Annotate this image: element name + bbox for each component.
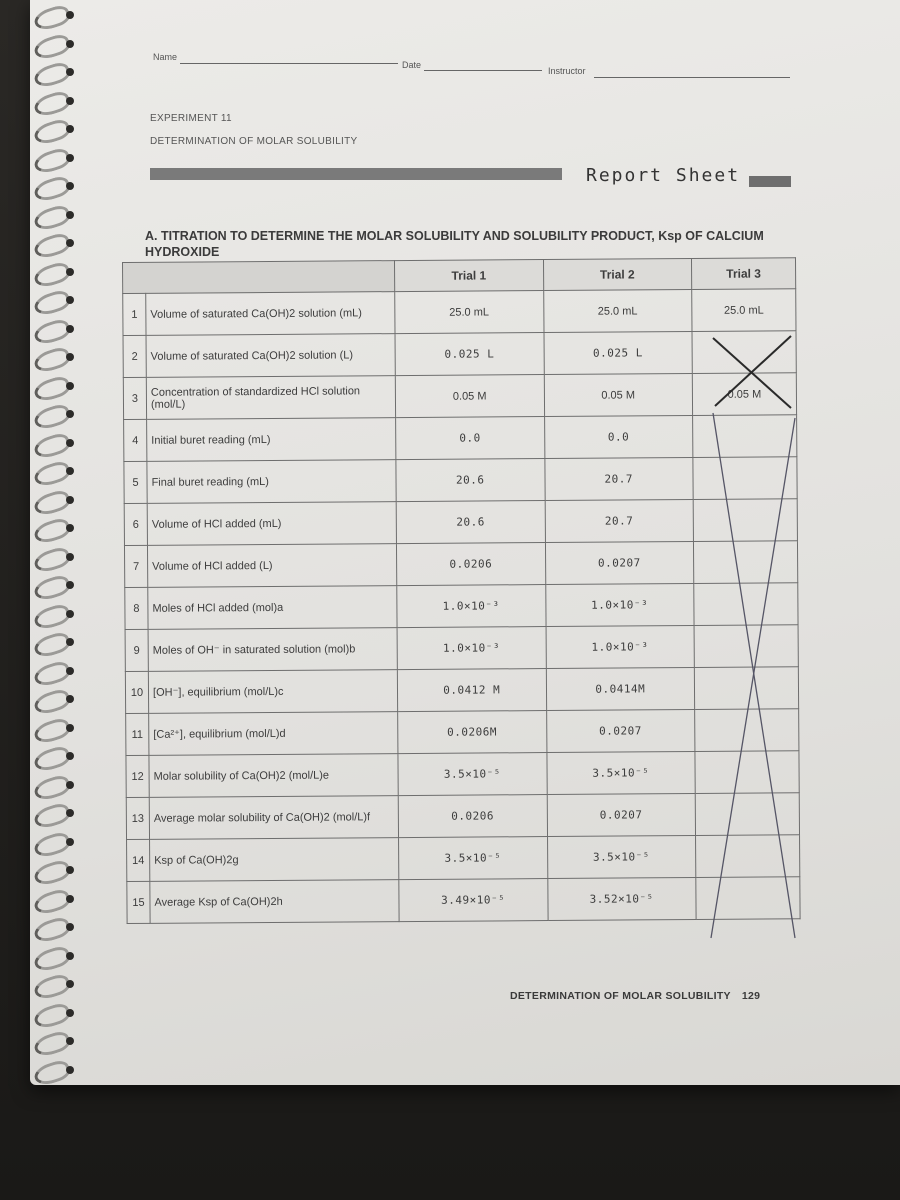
punch-hole (66, 752, 74, 760)
spiral-ring (32, 801, 72, 831)
table-row (124, 457, 797, 504)
trial-1-value: 0.0206 (396, 543, 545, 586)
trial-2-value: 0.025 L (544, 332, 693, 375)
trial-3-value (695, 751, 799, 794)
row-label: Average molar solubility of Ca(OH)2 (mol/L)f (149, 796, 398, 840)
spiral-ring (32, 915, 72, 945)
spiral-ring (32, 744, 72, 774)
punch-hole (66, 809, 74, 817)
table-row (127, 835, 800, 882)
date-label: Date (402, 60, 422, 70)
row-label: Volume of saturated Ca(OH)2 solution (mL) (146, 292, 395, 336)
punch-hole (66, 40, 74, 48)
trial-3-value (696, 835, 800, 878)
row-label: Average Ksp of Ca(OH)2h (150, 880, 399, 924)
row-number: 5 (124, 461, 147, 503)
table-row (124, 541, 797, 588)
row-number: 12 (126, 755, 149, 797)
table-row (126, 793, 799, 840)
spiral-ring (32, 573, 72, 603)
row-label: Ksp of Ca(OH)2g (150, 838, 399, 882)
punch-hole (66, 268, 74, 276)
trial-1-value: 20.6 (396, 459, 545, 502)
report-sheet-heading: Report Sheet (586, 165, 741, 186)
punch-hole (66, 353, 74, 361)
data-table (122, 257, 801, 924)
trial-1-value: 3.5×10⁻⁵ (398, 753, 547, 796)
punch-hole (66, 895, 74, 903)
trial-2-value: 1.0×10⁻³ (546, 626, 695, 669)
trial-2-value: 0.0207 (545, 542, 694, 585)
date-line (424, 70, 542, 71)
trial-3-value (693, 541, 797, 584)
header-bar-end (749, 176, 791, 187)
spiral-ring (32, 174, 72, 204)
row-number: 13 (126, 797, 149, 839)
punch-hole (66, 952, 74, 960)
punch-hole (66, 581, 74, 589)
trial-2-value: 3.5×10⁻⁵ (546, 752, 695, 795)
punch-hole (66, 325, 74, 333)
spiral-binding (30, 0, 74, 1085)
punch-hole (66, 724, 74, 732)
spiral-ring (32, 459, 72, 489)
trial-1-value: 0.0206 (398, 795, 547, 838)
punch-hole (66, 1009, 74, 1017)
spiral-ring (32, 687, 72, 717)
row-label: Volume of HCl added (L) (147, 544, 396, 588)
footer-page-number: 129 (741, 990, 761, 1002)
table-row (123, 373, 796, 420)
trial-3-value (693, 457, 797, 500)
row-label: Moles of OH⁻ in saturated solution (mol)b (148, 628, 397, 672)
trial-2-value: 0.05 M (544, 374, 693, 417)
trial-1-value: 25.0 mL (395, 291, 544, 334)
trial-2-value: 25.0 mL (543, 290, 692, 333)
trial-1-value: 0.0206M (398, 711, 547, 754)
table-row (124, 415, 797, 462)
trial-3-value (695, 793, 799, 836)
spiral-ring (32, 516, 72, 546)
instructor-label: Instructor (548, 66, 586, 76)
table-row (125, 625, 798, 672)
punch-hole (66, 923, 74, 931)
table-row (123, 331, 796, 378)
punch-hole (66, 1037, 74, 1045)
row-number: 6 (124, 503, 147, 545)
page-footer (510, 990, 760, 1002)
punch-hole (66, 610, 74, 618)
table-row (125, 667, 798, 714)
punch-hole (66, 68, 74, 76)
table-row (124, 499, 797, 546)
footer-running-title: DETERMINATION OF MOLAR SOLUBILITY (510, 990, 731, 1002)
trial-1-value: 3.5×10⁻⁵ (399, 837, 548, 880)
trial-2-value: 1.0×10⁻³ (545, 584, 694, 627)
spiral-ring (32, 630, 72, 660)
trial-1-value: 0.0 (396, 417, 545, 460)
punch-hole (66, 866, 74, 874)
trial-3-value (696, 877, 800, 920)
punch-hole (66, 667, 74, 675)
name-label: Name (153, 52, 178, 62)
punch-hole (66, 439, 74, 447)
punch-hole (66, 410, 74, 418)
row-label: Moles of HCl added (mol)a (148, 586, 397, 630)
trial-3-value: 25.0 mL (692, 289, 796, 332)
trial-2-value: 20.7 (545, 500, 694, 543)
row-number: 15 (127, 881, 150, 923)
punch-hole (66, 496, 74, 504)
trial-3-value (692, 331, 796, 374)
trial-3-value: 0.05 M (692, 373, 796, 416)
row-label: Volume of saturated Ca(OH)2 solution (L) (146, 334, 395, 378)
row-number: 10 (125, 671, 148, 713)
trial-1-value: 3.49×10⁻⁵ (399, 879, 548, 922)
trial-1-value: 0.0412 M (397, 669, 546, 712)
experiment-number: EXPERIMENT 11 (150, 113, 232, 124)
row-number: 11 (126, 713, 149, 755)
trial-1-value: 1.0×10⁻³ (397, 585, 546, 628)
trial-2-value: 0.0414M (546, 668, 695, 711)
punch-hole (66, 182, 74, 190)
trial-3-value (694, 625, 798, 668)
spiral-ring (32, 3, 72, 33)
trial-2-value: 0.0207 (546, 710, 695, 753)
punch-hole (66, 97, 74, 105)
table-row (126, 709, 799, 756)
spiral-ring (32, 858, 72, 888)
spiral-ring (32, 1029, 72, 1059)
name-line (180, 63, 398, 64)
punch-hole (66, 154, 74, 162)
header-bar (150, 168, 562, 180)
instructor-line (594, 77, 790, 78)
row-number: 2 (123, 335, 146, 377)
punch-hole (66, 467, 74, 475)
table-header-row (123, 258, 796, 294)
punch-hole (66, 781, 74, 789)
trial-3-value (694, 583, 798, 626)
trial-2-value: 3.52×10⁻⁵ (547, 878, 696, 921)
spiral-ring (32, 288, 72, 318)
punch-hole (66, 382, 74, 390)
punch-hole (66, 125, 74, 133)
trial-3-value (693, 499, 797, 542)
trial-3-value (694, 667, 798, 710)
row-number: 14 (127, 839, 150, 881)
header-trial-3: Trial 3 (691, 258, 795, 290)
row-label: [Ca²⁺], equilibrium (mol/L)d (149, 712, 398, 756)
header-blank (123, 261, 395, 294)
punch-hole (66, 296, 74, 304)
punch-hole (66, 980, 74, 988)
punch-hole (66, 838, 74, 846)
row-number: 8 (125, 587, 148, 629)
spiral-ring (32, 972, 72, 1002)
trial-1-value: 20.6 (396, 501, 545, 544)
row-number: 3 (123, 377, 146, 419)
punch-hole (66, 11, 74, 19)
table-row (123, 289, 796, 336)
table-row (127, 877, 800, 924)
row-label: Initial buret reading (mL) (147, 418, 396, 462)
trial-2-value: 20.7 (544, 458, 693, 501)
spiral-ring (32, 60, 72, 90)
spiral-ring (32, 402, 72, 432)
spiral-ring (32, 117, 72, 147)
punch-hole (66, 239, 74, 247)
spiral-ring (32, 231, 72, 261)
row-label: [OH⁻], equilibrium (mol/L)c (148, 670, 397, 714)
punch-hole (66, 695, 74, 703)
row-label: Volume of HCl added (mL) (147, 502, 396, 546)
experiment-title: DETERMINATION OF MOLAR SOLUBILITY (150, 136, 358, 147)
trial-2-value: 3.5×10⁻⁵ (547, 836, 696, 879)
header-trial-2: Trial 2 (543, 259, 692, 291)
row-number: 1 (123, 293, 146, 335)
punch-hole (66, 638, 74, 646)
punch-hole (66, 524, 74, 532)
row-number: 7 (124, 545, 147, 587)
spiral-ring (32, 345, 72, 375)
section-title: A. TITRATION TO DETERMINE THE MOLAR SOLUBILITY AND SOLUBILITY PRODUCT, Ksp OF CALCIUM HYDROXIDE (145, 229, 764, 259)
row-label: Molar solubility of Ca(OH)2 (mol/L)e (149, 754, 398, 798)
header-trial-1: Trial 1 (394, 260, 543, 292)
table-row (125, 583, 798, 630)
row-number: 9 (125, 629, 148, 671)
trial-3-value (695, 709, 799, 752)
table-row (126, 751, 799, 798)
row-label: Concentration of standardized HCl solution (mol/L) (146, 376, 395, 420)
punch-hole (66, 553, 74, 561)
trial-2-value: 0.0 (544, 416, 693, 459)
trial-1-value: 0.05 M (395, 375, 544, 418)
trial-3-value (693, 415, 797, 458)
row-number: 4 (124, 419, 147, 461)
punch-hole (66, 1066, 74, 1074)
punch-hole (66, 211, 74, 219)
trial-1-value: 0.025 L (395, 333, 544, 376)
row-label: Final buret reading (mL) (147, 460, 396, 504)
trial-1-value: 1.0×10⁻³ (397, 627, 546, 670)
trial-2-value: 0.0207 (547, 794, 696, 837)
